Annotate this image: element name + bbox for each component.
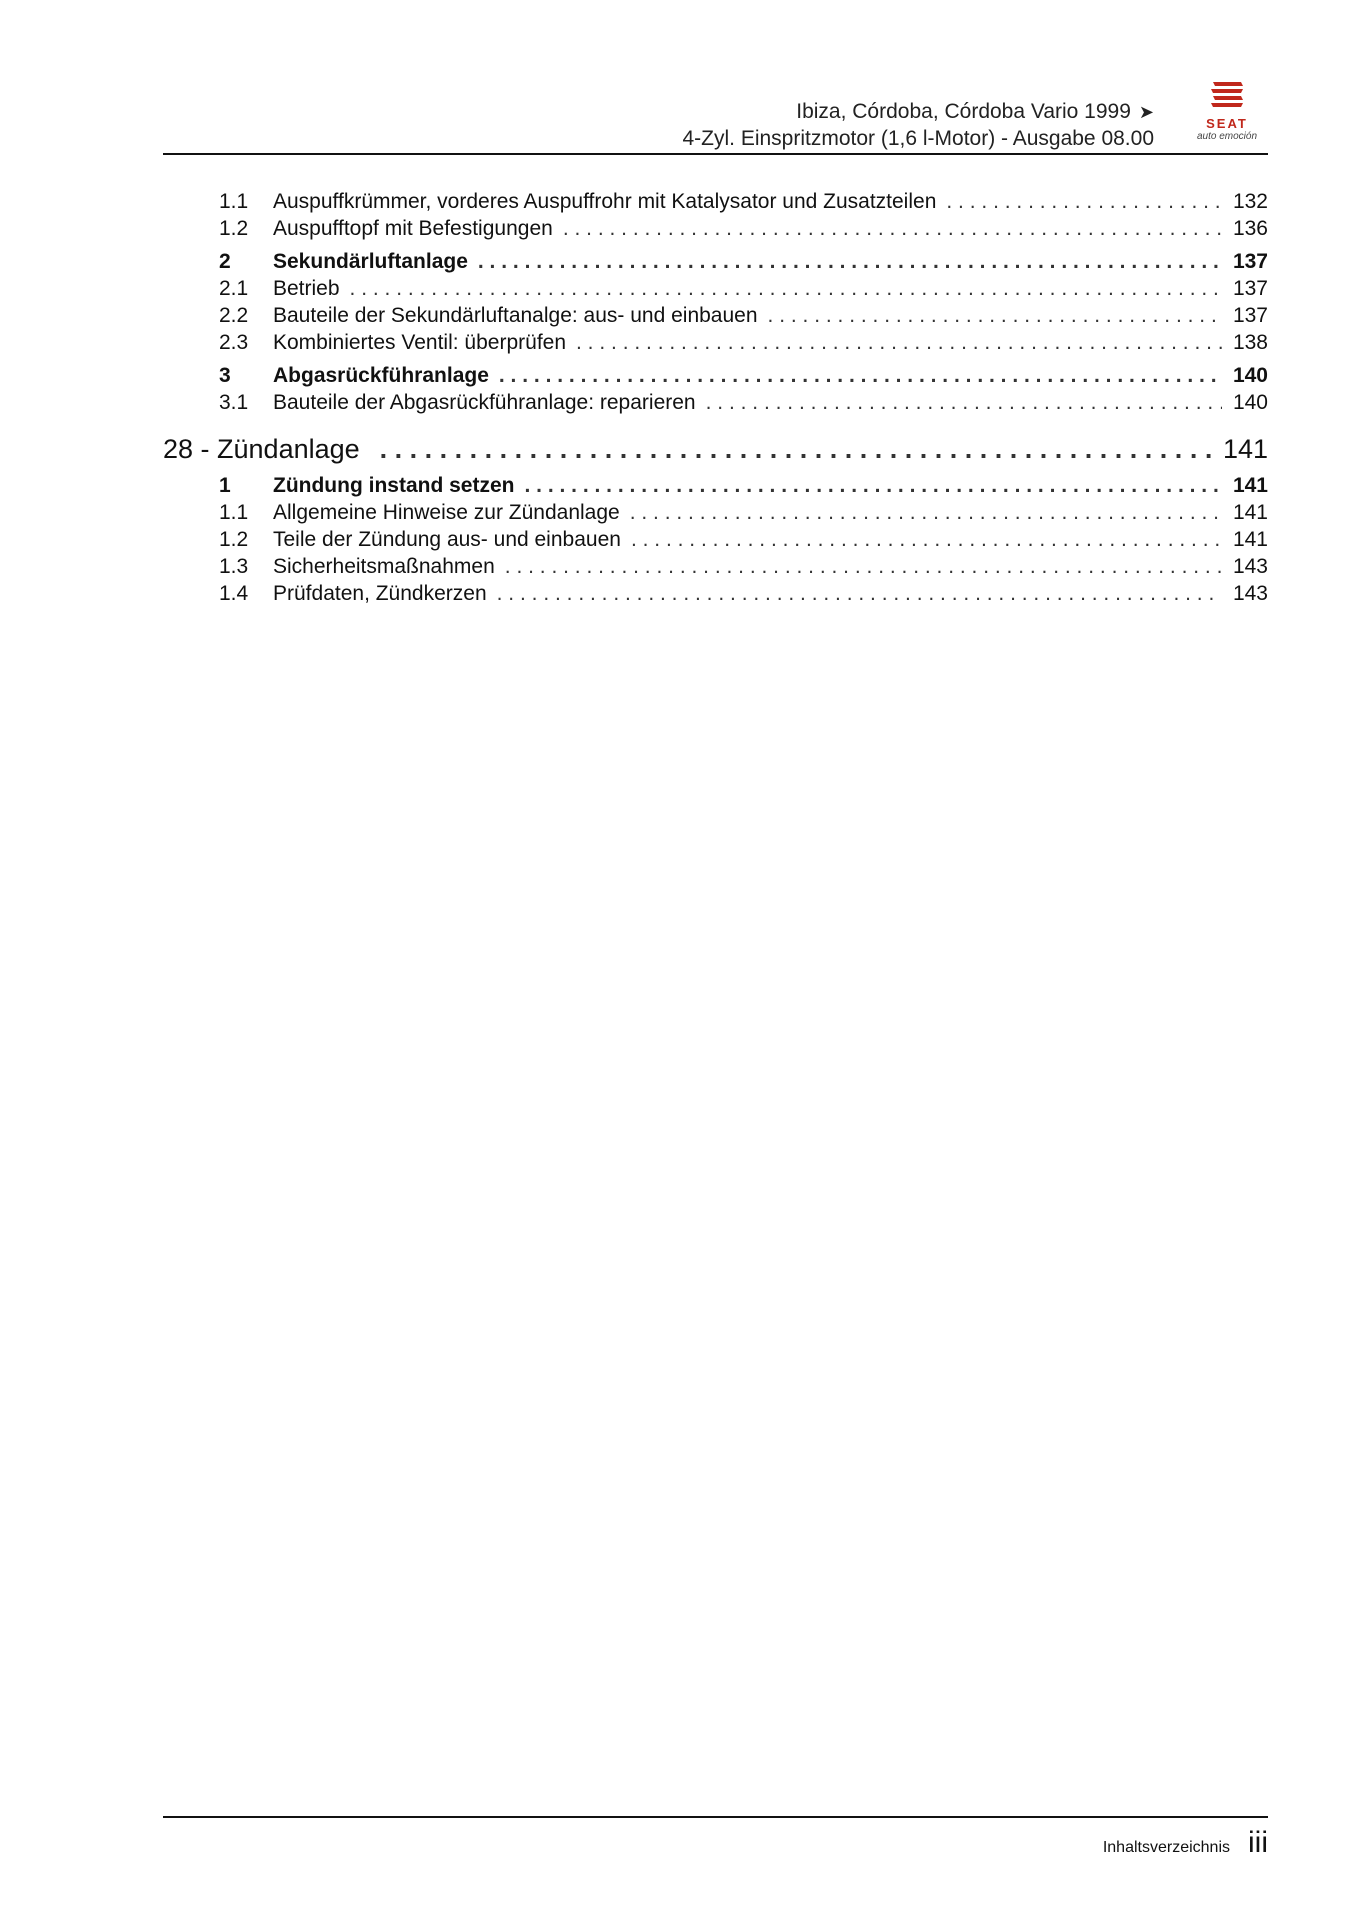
toc-entry-title: Betrieb <box>273 277 340 300</box>
toc-entry-page: 140 <box>1232 364 1268 387</box>
toc-subsection-row[interactable] <box>163 329 1268 356</box>
toc-entry-number: 1.4 <box>219 582 249 605</box>
toc-entry-title: Teile der Zündung aus- und einbauen <box>273 528 621 551</box>
toc-entry-number: 1 <box>219 474 231 497</box>
toc-entry-page: 141 <box>1232 501 1268 524</box>
seat-logo-icon <box>1207 80 1247 110</box>
table-of-contents <box>163 188 1268 607</box>
toc-entry-number: 2.1 <box>219 277 249 300</box>
toc-dot-leader <box>768 302 1222 329</box>
toc-entry-page: 137 <box>1232 304 1268 327</box>
footer-section-label: Inhaltsverzeichnis <box>1102 1839 1230 1856</box>
toc-subsection-row[interactable] <box>163 188 1268 215</box>
header-line-1: Ibiza, Córdoba, Córdoba Vario 1999 <box>796 100 1131 123</box>
toc-entry-number: 2 <box>219 250 231 273</box>
toc-entry-title: Bauteile der Sekundärluftanalge: aus- und einbauen <box>273 304 758 327</box>
toc-entry-page: 141 <box>1232 474 1268 497</box>
toc-subsection-row[interactable] <box>163 302 1268 329</box>
toc-dot-leader <box>497 580 1222 607</box>
toc-entry-page: 140 <box>1232 391 1268 414</box>
toc-entry-title: Auspuffkrümmer, vorderes Auspuffrohr mit Katalysator und Zusatzteilen <box>273 190 937 213</box>
toc-dot-leader <box>576 329 1222 356</box>
toc-dot-leader <box>499 362 1222 389</box>
toc-dot-leader <box>350 275 1222 302</box>
toc-section-row[interactable] <box>163 472 1268 499</box>
toc-entry-number: 3 <box>219 364 231 387</box>
header-title <box>682 98 1154 152</box>
toc-entry-number: 1.2 <box>219 528 249 551</box>
toc-dot-leader <box>631 526 1222 553</box>
toc-subsection-row[interactable] <box>163 553 1268 580</box>
toc-entry-page: 137 <box>1232 277 1268 300</box>
toc-dot-leader <box>380 432 1214 466</box>
toc-dot-leader <box>505 553 1222 580</box>
footer-divider <box>163 1816 1268 1818</box>
toc-subsection-row[interactable] <box>163 526 1268 553</box>
header-line-2: 4-Zyl. Einspritzmotor (1,6 l-Motor) - Ausgabe 08.00 <box>682 127 1154 150</box>
toc-section-row[interactable] <box>163 248 1268 275</box>
toc-subsection-row[interactable] <box>163 275 1268 302</box>
page-header <box>163 78 1268 156</box>
toc-subsection-row[interactable] <box>163 389 1268 416</box>
footer-page-number: iii <box>1248 1826 1268 1859</box>
toc-entry-page: 143 <box>1232 582 1268 605</box>
toc-entry-page: 138 <box>1232 331 1268 354</box>
toc-entry-title: Abgasrückführanlage <box>273 364 489 387</box>
arrow-right-icon: ➤ <box>1138 101 1154 122</box>
toc-entry-number: 1.3 <box>219 555 249 578</box>
toc-entry-title: 28 - Zündanlage <box>163 434 360 464</box>
toc-subsection-row[interactable] <box>163 499 1268 526</box>
toc-entry-title: Kombiniertes Ventil: überprüfen <box>273 331 567 354</box>
toc-entry-title: Sekundärluftanlage <box>273 250 468 273</box>
toc-entry-number: 1.1 <box>219 190 249 213</box>
logo-name: SEAT <box>1206 116 1248 131</box>
header-divider <box>163 153 1268 155</box>
toc-entry-number: 2.2 <box>219 304 249 327</box>
page-footer <box>1103 1826 1268 1860</box>
toc-entry-page: 136 <box>1232 217 1268 240</box>
toc-entry-number: 1.2 <box>219 217 249 240</box>
toc-entry-title: Sicherheitsmaßnahmen <box>273 555 495 578</box>
toc-dot-leader <box>946 188 1222 215</box>
toc-entry-title: Allgemeine Hinweise zur Zündanlage <box>273 501 620 524</box>
toc-entry-page: 132 <box>1232 190 1268 213</box>
toc-entry-title: Bauteile der Abgasrückführanlage: reparieren <box>273 391 696 414</box>
toc-dot-leader <box>706 389 1222 416</box>
toc-entry-page: 137 <box>1232 250 1268 273</box>
toc-entry-title: Zündung instand setzen <box>273 474 515 497</box>
toc-entry-number: 3.1 <box>219 391 249 414</box>
toc-chapter-row[interactable] <box>163 432 1268 466</box>
toc-entry-number: 2.3 <box>219 331 249 354</box>
seat-logo <box>1186 78 1268 144</box>
logo-tagline: auto emoción <box>1196 131 1258 142</box>
toc-subsection-row[interactable] <box>163 215 1268 242</box>
toc-entry-page: 141 <box>1222 434 1268 464</box>
toc-entry-page: 143 <box>1232 555 1268 578</box>
toc-entry-page: 141 <box>1232 528 1268 551</box>
toc-dot-leader <box>478 248 1222 275</box>
toc-dot-leader <box>563 215 1222 242</box>
toc-dot-leader <box>630 499 1222 526</box>
toc-section-row[interactable] <box>163 362 1268 389</box>
toc-entry-title: Prüfdaten, Zündkerzen <box>273 582 487 605</box>
toc-entry-number: 1.1 <box>219 501 249 524</box>
toc-entry-title: Auspufftopf mit Befestigungen <box>273 217 553 240</box>
toc-dot-leader <box>525 472 1223 499</box>
toc-subsection-row[interactable] <box>163 580 1268 607</box>
